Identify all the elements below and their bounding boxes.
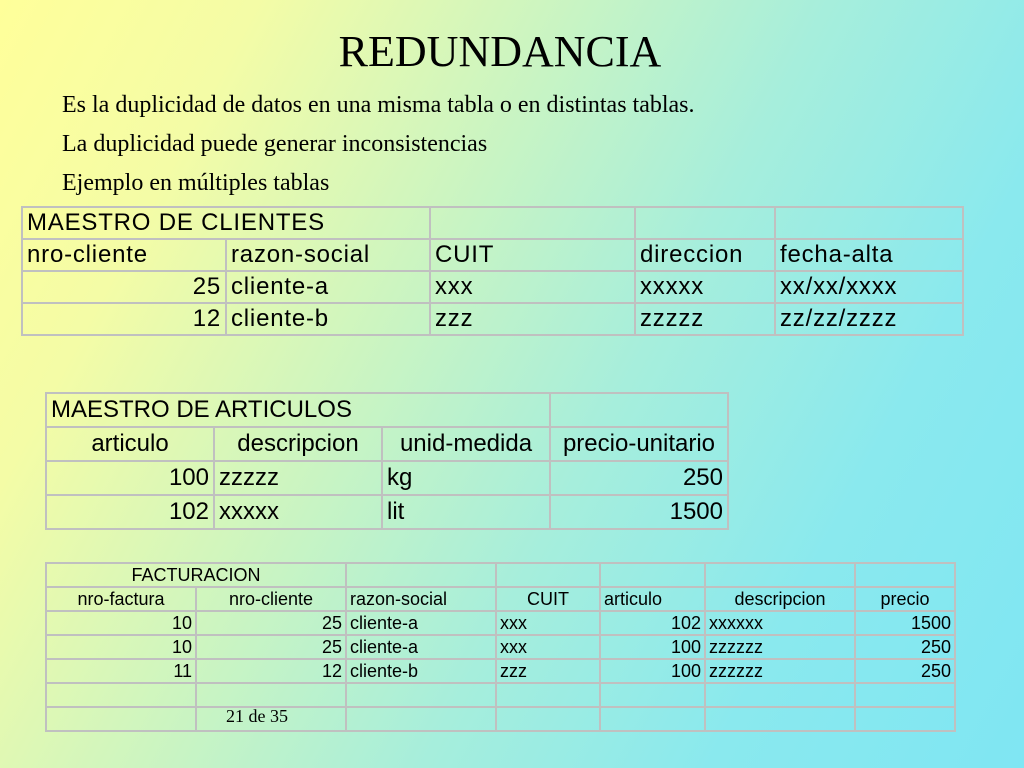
table-cell: 25: [196, 635, 346, 659]
table-cell: 1500: [550, 495, 728, 529]
bullet-item: La duplicidad puede generar inconsistencias: [62, 131, 488, 157]
column-header: articulo: [46, 427, 214, 461]
table-cell: 1500: [855, 611, 955, 635]
table-row: [22, 271, 963, 303]
table-title: MAESTRO DE ARTICULOS: [46, 393, 550, 427]
table-row: [46, 707, 955, 731]
table-cell: zzzzzz: [705, 659, 855, 683]
column-header: CUIT: [430, 239, 635, 271]
table-header-row: [46, 427, 728, 461]
table-row: [46, 683, 955, 707]
table-cell: cliente-b: [226, 303, 430, 335]
table-title: MAESTRO DE CLIENTES: [22, 207, 430, 239]
table-title: FACTURACION: [46, 563, 346, 587]
articulos-table: [45, 392, 729, 530]
table-cell: xxxxx: [214, 495, 382, 529]
table-cell: 10: [46, 611, 196, 635]
table-header-row: [46, 587, 955, 611]
table-cell: cliente-b: [346, 659, 496, 683]
page-number: 21 de 35: [226, 706, 288, 726]
table-cell: xxxxx: [635, 271, 775, 303]
bullet-item: Ejemplo en múltiples tablas: [62, 170, 330, 196]
table-cell: kg: [382, 461, 550, 495]
table-cell: 102: [46, 495, 214, 529]
table-cell: 11: [46, 659, 196, 683]
clientes-table: [21, 206, 964, 336]
table-cell: xxxxxx: [705, 611, 855, 635]
column-header: nro-factura: [46, 587, 196, 611]
table-header-row: [22, 239, 963, 271]
table-cell: 100: [46, 461, 214, 495]
table-cell: 12: [196, 659, 346, 683]
table-cell: 250: [855, 635, 955, 659]
table-cell: zzzzz: [635, 303, 775, 335]
slide-title: REDUNDANCIA: [338, 27, 662, 76]
table-title-row: [46, 563, 955, 587]
table-cell: xx/xx/xxxx: [775, 271, 963, 303]
column-header: descripcion: [705, 587, 855, 611]
column-header: precio-unitario: [550, 427, 728, 461]
table-row: [46, 495, 728, 529]
table-cell: zzz: [430, 303, 635, 335]
table-cell: 250: [550, 461, 728, 495]
column-header: nro-cliente: [22, 239, 226, 271]
table-cell: lit: [382, 495, 550, 529]
table-cell: xxx: [496, 611, 600, 635]
table-row: [46, 611, 955, 635]
table-cell: zzzzzz: [705, 635, 855, 659]
table-cell: 100: [600, 659, 705, 683]
table-row: [46, 461, 728, 495]
column-header: fecha-alta: [775, 239, 963, 271]
table-cell: cliente-a: [346, 611, 496, 635]
table-row: [46, 635, 955, 659]
column-header: razon-social: [226, 239, 430, 271]
table-cell: zzzzz: [214, 461, 382, 495]
bullet-list: [62, 89, 695, 206]
table-row: [46, 659, 955, 683]
table-cell: 25: [22, 271, 226, 303]
table-cell: 10: [46, 635, 196, 659]
table-cell: 100: [600, 635, 705, 659]
column-header: CUIT: [496, 587, 600, 611]
column-header: articulo: [600, 587, 705, 611]
table-title-row: [46, 393, 728, 427]
table-cell: xxx: [496, 635, 600, 659]
table-title-row: [22, 207, 963, 239]
table-row: [22, 303, 963, 335]
table-cell: zzz: [496, 659, 600, 683]
table-cell: cliente-a: [226, 271, 430, 303]
column-header: direccion: [635, 239, 775, 271]
column-header: nro-cliente: [196, 587, 346, 611]
table-cell: xxx: [430, 271, 635, 303]
table-cell: 25: [196, 611, 346, 635]
column-header: unid-medida: [382, 427, 550, 461]
bullet-item: Es la duplicidad de datos en una misma tabla o en distintas tablas.: [62, 92, 695, 118]
column-header: razon-social: [346, 587, 496, 611]
table-cell: 102: [600, 611, 705, 635]
table-cell: 12: [22, 303, 226, 335]
column-header: descripcion: [214, 427, 382, 461]
table-cell: cliente-a: [346, 635, 496, 659]
facturacion-table: [45, 562, 956, 732]
column-header: precio: [855, 587, 955, 611]
table-cell: zz/zz/zzzz: [775, 303, 963, 335]
table-cell: 250: [855, 659, 955, 683]
